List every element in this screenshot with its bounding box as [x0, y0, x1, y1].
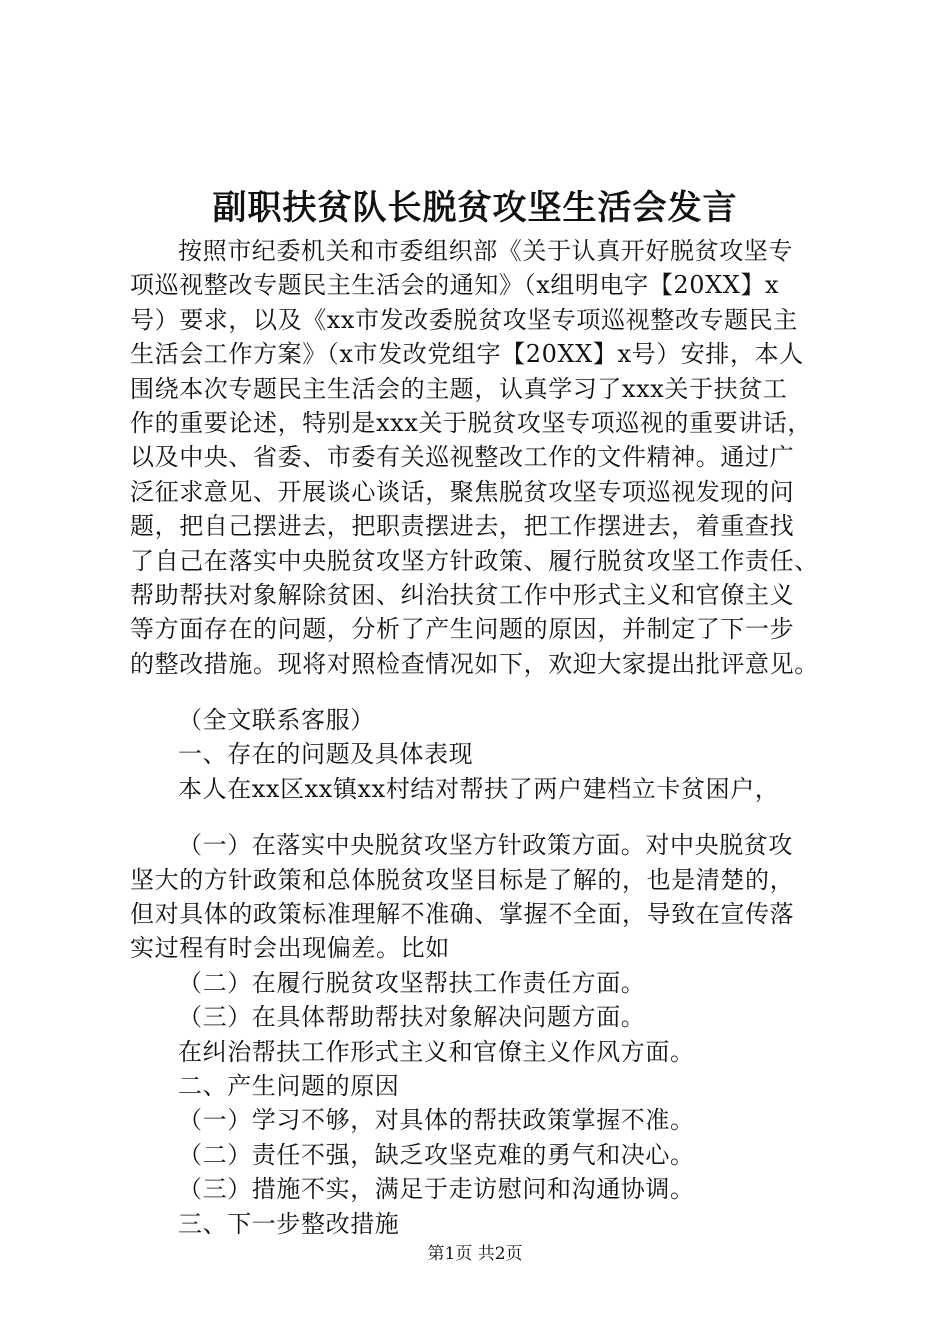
blank-line	[130, 681, 850, 703]
item1-line: 实过程有时会出现偏差。比如	[130, 934, 450, 963]
paragraph-line: 帮助帮扶对象解除贫困、纠治扶贫工作中形式主义和官僚主义	[130, 580, 795, 609]
section2-heading: 二、产生问题的原因	[178, 1071, 400, 1100]
section1-heading: 一、存在的问题及具体表现	[178, 740, 474, 769]
section3-heading: 三、下一步整改措施	[178, 1209, 400, 1238]
paragraph-line: 泛征求意见、开展谈心谈话，聚焦脱贫攻坚专项巡视发现的问	[130, 477, 795, 506]
paragraph-line: 项巡视整改专题民主生活会的通知》（x组明电字【20XX】x	[130, 271, 780, 300]
paragraph-line: 了自己在落实中央脱贫攻坚方针政策、履行脱贫攻坚工作责任、	[130, 546, 819, 575]
paragraph-line: 号）要求，以及《xx市发改委脱贫攻坚专项巡视整改专题民主	[130, 305, 798, 334]
section2-item: （三）措施不实，满足于走访慰问和沟通协调。	[178, 1175, 695, 1204]
contact-note: （全文联系客服）	[178, 706, 375, 735]
section2-item: （一）学习不够，对具体的帮扶政策掌握不准。	[178, 1106, 695, 1135]
paragraph-line: 生活会工作方案》（x市发改党组字【20XX】x号）安排，本人	[130, 340, 804, 369]
item1-line: （一）在落实中央脱贫攻坚方针政策方面。对中央脱贫攻	[178, 831, 793, 860]
item3-line: （三）在具体帮助帮扶对象解决问题方面。	[178, 1003, 646, 1032]
paragraph-line: 等方面存在的问题，分析了产生问题的原因，并制定了下一步	[130, 615, 795, 644]
paragraph-line: 的整改措施。现将对照检查情况如下，欢迎大家提出批评意见。	[130, 649, 819, 678]
item1-line: 坚大的方针政策和总体脱贫攻坚目标是了解的，也是清楚的，	[130, 865, 795, 894]
document-body	[130, 234, 850, 1241]
paragraph-line: 题，把自己摆进去，把职责摆进去，把工作摆进去，着重查找	[130, 512, 795, 541]
document-title: 副职扶贫队长脱贫攻坚生活会发言	[212, 188, 738, 228]
section2-item: （二）责任不强，缺乏攻坚克难的勇气和决心。	[178, 1140, 695, 1169]
page-footer: 第1页 共2页	[427, 1244, 523, 1264]
paragraph-line: 以及中央、省委、市委有关巡视整改工作的文件精神。通过广	[130, 443, 795, 472]
paragraph-line: 围绕本次专题民主生活会的主题，认真学习了xxx关于扶贫工	[130, 374, 788, 403]
paragraph-line: 按照市纪委机关和市委组织部《关于认真开好脱贫攻坚专	[178, 237, 793, 265]
blank-line	[130, 806, 850, 828]
section1-intro: 本人在xx区xx镇xx村结对帮扶了两户建档立卡贫困户，	[178, 774, 780, 803]
item2-line: （二）在履行脱贫攻坚帮扶工作责任方面。	[178, 968, 646, 997]
paragraph-line: 作的重要论述，特别是xxx关于脱贫攻坚专项巡视的重要讲话，	[130, 408, 813, 437]
item4-line: 在纠治帮扶工作形式主义和官僚主义作风方面。	[178, 1037, 695, 1066]
item1-line: 但对具体的政策标准理解不准确、掌握不全面，导致在宣传落	[130, 900, 795, 929]
